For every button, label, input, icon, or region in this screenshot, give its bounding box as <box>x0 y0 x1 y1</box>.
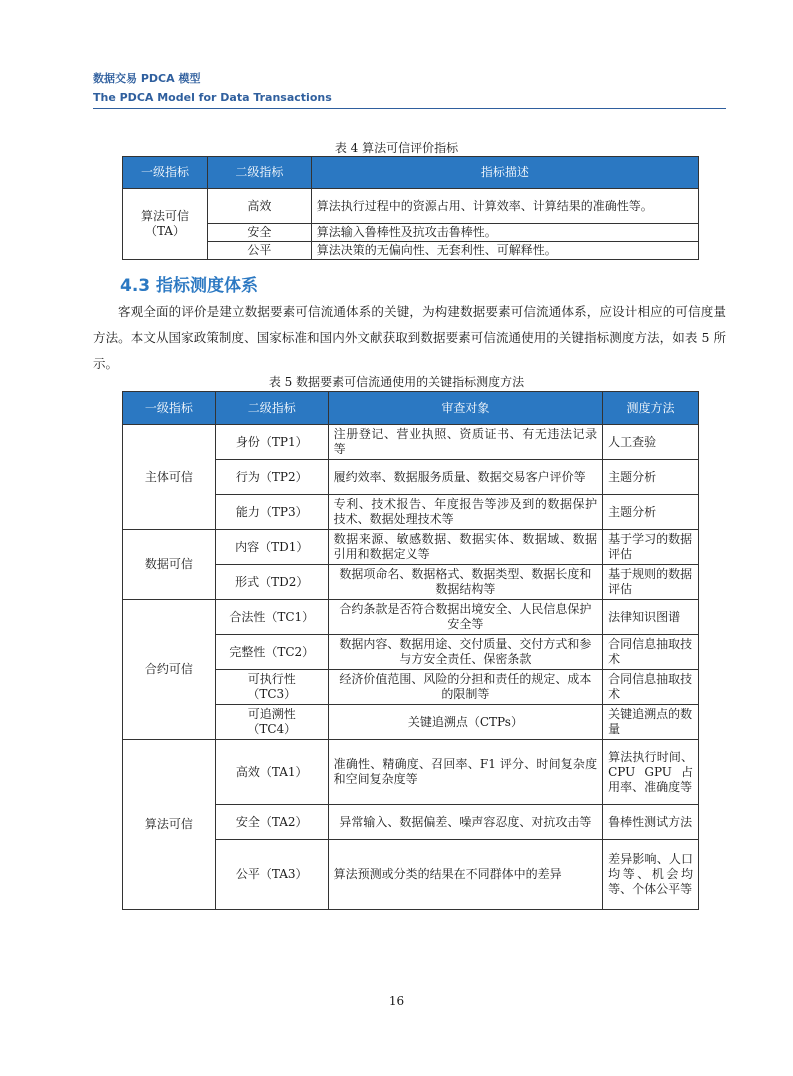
table5-header-object: 审查对象 <box>328 392 602 425</box>
table5-method-cell: 主题分析 <box>603 460 699 495</box>
table5-level2-cell: 内容（TD1） <box>215 530 328 565</box>
table5-level2-cell: 形式（TD2） <box>215 565 328 600</box>
table5-header-method: 测度方法 <box>603 392 699 425</box>
table5-object-cell: 合约条款是否符合数据出境安全、人民信息保护安全等 <box>328 600 602 635</box>
table5-level1-cell: 数据可信 <box>123 530 216 600</box>
table4-level2-cell: 公平 <box>207 242 311 260</box>
table5-method-cell: 算法执行时间、CPU GPU 占用率、准确度等 <box>603 740 699 805</box>
table5-level2-cell: 合法性（TC1） <box>215 600 328 635</box>
table5-caption: 表 5 数据要素可信流通使用的关键指标测度方法 <box>268 375 525 389</box>
table5 <box>122 391 699 910</box>
table5-level2-cell: 安全（TA2） <box>215 805 328 840</box>
table4-header-desc: 指标描述 <box>311 157 698 189</box>
table5-method-cell: 合同信息抽取技术 <box>603 635 699 670</box>
table5-object-cell: 数据来源、敏感数据、数据实体、数据域、数据引用和数据定义等 <box>328 530 602 565</box>
table5-object-cell: 专利、技术报告、年度报告等涉及到的数据保护技术、数据处理技术等 <box>328 495 602 530</box>
table5-object-cell: 注册登记、营业执照、资质证书、有无违法记录等 <box>328 425 602 460</box>
section-heading: 4.3 指标测度体系 <box>120 276 259 296</box>
table4-desc-cell: 算法决策的无偏向性、无套利性、可解释性。 <box>311 242 698 260</box>
table5-object-cell: 履约效率、数据服务质量、数据交易客户评价等 <box>328 460 602 495</box>
table5-method-cell: 合同信息抽取技术 <box>603 670 699 705</box>
table4-level1-cell: 算法可信 （TA） <box>123 189 208 260</box>
table5-object-cell: 关键追溯点（CTPs） <box>328 705 602 740</box>
table5-object-cell: 算法预测或分类的结果在不同群体中的差异 <box>328 840 602 910</box>
table5-level2-cell: 高效（TA1） <box>215 740 328 805</box>
table5-method-cell: 人工查验 <box>603 425 699 460</box>
table5-level2-cell: 可执行性 （TC3） <box>215 670 328 705</box>
table5-header-level1: 一级指标 <box>123 392 216 425</box>
table5-header-level2: 二级指标 <box>215 392 328 425</box>
table5-method-cell: 基于学习的数据评估 <box>603 530 699 565</box>
table5-level2-cell: 行为（TP2） <box>215 460 328 495</box>
table5-object-cell: 数据内容、数据用途、交付质量、交付方式和参与方安全责任、保密条款 <box>328 635 602 670</box>
table5-object-cell: 数据项命名、数据格式、数据类型、数据长度和数据结构等 <box>328 565 602 600</box>
table5-method-cell: 主题分析 <box>603 495 699 530</box>
table5-level1-cell: 算法可信 <box>123 740 216 910</box>
table5-method-cell: 鲁棒性测试方法 <box>603 805 699 840</box>
table4-level2-cell: 高效 <box>207 189 311 224</box>
table4-header-level2: 二级指标 <box>207 157 311 189</box>
table5-object-cell: 经济价值范围、风险的分担和责任的规定、成本的限制等 <box>328 670 602 705</box>
table4-caption: 表 4 算法可信评价指标 <box>334 141 459 155</box>
table5-object-cell: 异常输入、数据偏差、噪声容忍度、对抗攻击等 <box>328 805 602 840</box>
header-divider <box>93 108 726 109</box>
table5-method-cell: 关键追溯点的数量 <box>603 705 699 740</box>
table5-method-cell: 差异影响、人口均等、机会均等、个体公平等 <box>603 840 699 910</box>
page-number: 16 <box>388 994 405 1008</box>
running-header-en: The PDCA Model for Data Transactions <box>93 91 332 104</box>
table4-desc-cell: 算法输入鲁棒性及抗攻击鲁棒性。 <box>311 224 698 242</box>
table4-level2-cell: 安全 <box>207 224 311 242</box>
table4 <box>122 156 699 260</box>
running-header-cn: 数据交易 PDCA 模型 <box>93 72 201 85</box>
table5-method-cell: 法律知识图谱 <box>603 600 699 635</box>
table5-method-cell: 基于规则的数据评估 <box>603 565 699 600</box>
table5-level2-cell: 公平（TA3） <box>215 840 328 910</box>
table5-level1-cell: 合约可信 <box>123 600 216 740</box>
section-paragraph: 客观全面的评价是建立数据要素可信流通体系的关键，为构建数据要素可信流通体系，应设计相应的可信度量方法。本文从国家政策制度、国家标准和国内外文献获取到数据要素可信流通使用的关键指标测度方法，如表 5 所示。 <box>93 304 726 371</box>
table5-level2-cell: 能力（TP3） <box>215 495 328 530</box>
table5-level1-cell: 主体可信 <box>123 425 216 530</box>
table5-level2-cell: 完整性（TC2） <box>215 635 328 670</box>
table5-level2-cell: 可追溯性 （TC4） <box>215 705 328 740</box>
table4-header-level1: 一级指标 <box>123 157 208 189</box>
table5-object-cell: 准确性、精确度、召回率、F1 评分、时间复杂度和空间复杂度等 <box>328 740 602 805</box>
table4-desc-cell: 算法执行过程中的资源占用、计算效率、计算结果的准确性等。 <box>311 189 698 224</box>
table5-level2-cell: 身份（TP1） <box>215 425 328 460</box>
